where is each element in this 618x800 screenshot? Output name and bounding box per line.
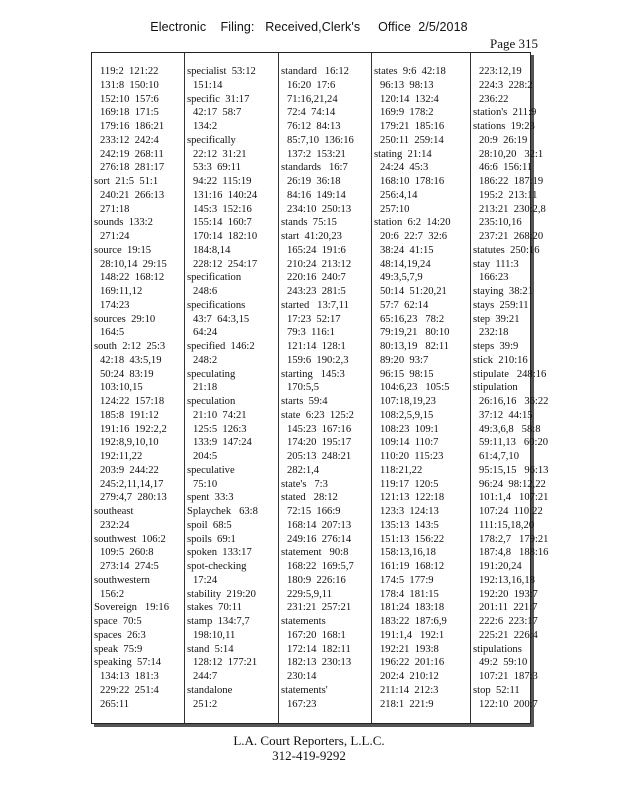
index-page-refs: 107:18,19,23 <box>380 396 436 407</box>
index-column-4 <box>371 53 470 723</box>
index-page-refs: 16:20 17:6 <box>287 79 336 91</box>
index-entry: specification <box>187 272 242 284</box>
index-page-refs: 21:18 <box>193 382 218 394</box>
index-page-refs: 170:5,5 <box>287 382 320 394</box>
index-page-refs: 168:22 169:5,7 <box>287 561 354 572</box>
index-page-refs: 273:14 274:5 <box>100 561 159 572</box>
index-entry: statements <box>281 616 326 627</box>
index-page-refs: 94:22 115:19 <box>193 176 252 187</box>
index-page-refs: 205:13 248:21 <box>287 451 352 462</box>
page-footer <box>0 733 618 763</box>
index-page-refs: 225:21 226:4 <box>479 629 538 641</box>
index-page-refs: 110:20 115:23 <box>380 451 444 462</box>
index-page-refs: 155:14 160:7 <box>193 217 252 229</box>
index-page-refs: 103:10,15 <box>100 382 143 394</box>
index-page-refs: 50:14 51:20,21 <box>380 286 447 297</box>
index-page-refs: 192:8,9,10,10 <box>100 437 159 449</box>
index-page-refs: 61:4,7,10 <box>479 451 520 462</box>
index-entry: spoils 69:1 <box>187 533 236 545</box>
index-entry: stop 52:11 <box>473 684 520 696</box>
index-page-refs: 37:12 44:15 <box>479 409 533 421</box>
index-column-5 <box>470 53 549 723</box>
index-page-refs: 235:10,16 <box>479 217 522 229</box>
index-page-refs: 248:6 <box>193 286 218 297</box>
index-page-refs: 80:13,19 82:11 <box>380 341 450 352</box>
index-column-2 <box>184 53 278 723</box>
index-page-refs: 248:2 <box>193 354 218 366</box>
index-page-refs: 84:16 149:14 <box>287 189 346 201</box>
index-page-refs: 224:3 228:2 <box>479 79 533 91</box>
index-page-refs: 133:9 147:24 <box>193 437 252 449</box>
index-page-refs: 42:18 43:5,19 <box>100 354 162 366</box>
index-page-refs: 107:24 110:22 <box>479 506 543 517</box>
index-page-refs: 271:24 <box>100 231 130 242</box>
index-entry: states 9:6 42:18 <box>374 66 446 77</box>
index-entry: standalone <box>187 684 233 696</box>
index-page-refs: 187:4,8 188:16 <box>479 547 549 559</box>
index-entry: speculation <box>187 396 236 407</box>
index-page-refs: 38:24 41:15 <box>380 244 434 256</box>
index-page-refs: 249:16 276:14 <box>287 533 352 545</box>
index-entry: standard 16:12 <box>281 66 349 77</box>
index-page-refs: 46:6 156:11 <box>479 162 533 174</box>
index-page-refs: 213:21 230:2,8 <box>479 203 546 215</box>
index-page-refs: 229:5,9,11 <box>287 588 332 600</box>
index-page-refs: 50:24 83:19 <box>100 368 154 380</box>
index-page-refs: 120:14 132:4 <box>380 93 439 105</box>
index-page-refs: 271:18 <box>100 203 130 215</box>
index-page-refs: 158:13,16,18 <box>380 547 436 559</box>
index-entry: start 41:20,23 <box>281 231 342 242</box>
index-entry: state's 7:3 <box>281 478 328 490</box>
index-entry: stating 21:14 <box>374 148 432 160</box>
index-page-refs: 161:19 168:12 <box>380 561 445 572</box>
index-page-refs: 233:12 242:4 <box>100 134 159 146</box>
index-page-refs: 169:9 178:2 <box>380 107 434 119</box>
index-entry: statutes 250:16 <box>473 244 540 256</box>
index-page-refs: 191:16 192:2,2 <box>100 423 167 435</box>
index-page-refs: 131:16 140:24 <box>193 189 258 201</box>
index-entry: speak 75:9 <box>94 643 143 655</box>
index-page-refs: 236:22 <box>479 93 509 105</box>
index-entry: starts 59:4 <box>281 396 328 407</box>
index-page-refs: 26:16,16 36:22 <box>479 396 549 407</box>
index-page-refs: 76:12 84:13 <box>287 121 341 132</box>
index-page-refs: 125:5 126:3 <box>193 423 247 435</box>
index-page-refs: 191:1,4 192:1 <box>380 629 445 641</box>
index-entry: stakes 70:11 <box>187 602 242 614</box>
index-page-refs: 169:11,12 <box>100 286 143 297</box>
index-page-refs: 211:14 212:3 <box>380 684 439 696</box>
index-page-refs: 166:23 <box>479 272 509 284</box>
index-page-refs: 124:22 157:18 <box>100 396 165 407</box>
index-page-refs: 121:13 122:18 <box>380 492 445 504</box>
index-page-refs: 108:2,5,9,15 <box>380 409 434 421</box>
index-page-refs: 64:24 <box>193 327 218 339</box>
index-page-refs: 183:22 187:6,9 <box>380 616 447 627</box>
index-page-refs: 79:3 116:1 <box>287 327 335 339</box>
index-page-refs: 131:8 150:10 <box>100 79 159 91</box>
index-page-refs: 96:24 98:12,22 <box>479 478 546 490</box>
index-entry: station 6:2 14:20 <box>374 217 451 229</box>
index-page-refs: 178:2,7 179:21 <box>479 533 549 545</box>
index-page-refs: 20:9 26:19 <box>479 134 528 146</box>
index-page-refs: 195:2 213:11 <box>479 189 538 201</box>
index-page-refs: 17:23 52:17 <box>287 313 341 325</box>
index-entry: spot-checking <box>187 561 247 572</box>
index-page-refs: 170:14 182:10 <box>193 231 258 242</box>
index-page-refs: 203:9 244:22 <box>100 464 159 476</box>
index-page-refs: 22:12 31:21 <box>193 148 247 160</box>
index-page-refs: 179:21 185:16 <box>380 121 445 132</box>
index-entry: southeast <box>94 506 134 517</box>
index-page-refs: 53:3 69:11 <box>193 162 241 174</box>
index-entry: stated 28:12 <box>281 492 338 504</box>
index-page-refs: 251:2 <box>193 698 218 710</box>
index-entry: step 39:21 <box>473 313 520 325</box>
index-page-refs: 174:20 195:17 <box>287 437 352 449</box>
index-entry: stands 75:15 <box>281 217 337 229</box>
index-page-refs: 95:15,15 96:13 <box>479 464 549 476</box>
index-entry: steps 39:9 <box>473 341 519 352</box>
index-page-refs: 181:24 183:18 <box>380 602 445 614</box>
index-page-refs: 43:7 64:3,15 <box>193 313 250 325</box>
index-page-refs: 151:14 <box>193 79 223 91</box>
index-page-refs: 156:2 <box>100 588 125 600</box>
index-entry: space 70:5 <box>94 616 142 627</box>
index-page-refs: 96:15 98:15 <box>380 368 434 380</box>
index-page-refs: 250:11 259:14 <box>380 134 444 146</box>
index-page-refs: 121:14 128:1 <box>287 341 346 352</box>
index-page-refs: 59:11,13 60:20 <box>479 437 549 449</box>
index-page-refs: 245:2,11,14,17 <box>100 478 164 490</box>
index-entry: started 13:7,11 <box>281 299 349 311</box>
index-page-refs: 228:12 254:17 <box>193 258 258 270</box>
index-page-refs: 184:8,14 <box>193 244 231 256</box>
index-page-refs: 111:15,18,20 <box>479 519 535 531</box>
index-entry: starting 145:3 <box>281 368 345 380</box>
index-entry: stability 219:20 <box>187 588 256 600</box>
index-page-refs: 174:5 177:9 <box>380 574 434 586</box>
index-entry: sources 29:10 <box>94 313 156 325</box>
index-page-refs: 123:3 124:13 <box>380 506 439 517</box>
index-page-refs: 26:19 36:18 <box>287 176 341 187</box>
page-number: Page 315 <box>489 36 538 51</box>
index-page-refs: 218:1 221:9 <box>380 698 434 710</box>
index-page-refs: 48:14,19,24 <box>380 258 431 270</box>
index-page-refs: 72:4 74:14 <box>287 107 336 119</box>
index-entry: standards 16:7 <box>281 162 348 174</box>
index-entry: speculating <box>187 368 236 380</box>
index-entry: stay 111:3 <box>473 258 519 270</box>
index-page-refs: 24:24 45:3 <box>380 162 429 174</box>
court-reporter-phone: 312-419-9292 <box>272 748 346 763</box>
index-entry: specifications <box>187 299 246 311</box>
index-page-refs: 75:10 <box>193 478 218 490</box>
index-page-refs: 119:2 121:22 <box>100 66 159 77</box>
index-entry: station's 211:9 <box>473 107 537 119</box>
index-page-refs: 108:23 109:1 <box>380 423 439 435</box>
index-page-refs: 151:13 156:22 <box>380 533 445 545</box>
index-page-refs: 101:1,4 107:21 <box>479 492 549 504</box>
index-entry: spoil 68:5 <box>187 519 232 531</box>
index-page-refs: 168:14 207:13 <box>287 519 352 531</box>
court-reporter-name: L.A. Court Reporters, L.L.C. <box>233 733 385 748</box>
index-column-1 <box>92 53 184 723</box>
index-page-refs: 256:4,14 <box>380 189 418 201</box>
index-page-refs: 89:20 93:7 <box>380 354 429 366</box>
index-entry: spent 33:3 <box>187 492 234 504</box>
index-entry: stations 19:23 <box>473 121 535 132</box>
index-page-refs: 220:16 240:7 <box>287 272 346 284</box>
index-page-refs: 85:7,10 136:16 <box>287 134 354 146</box>
index-entry: speaking 57:14 <box>94 657 162 669</box>
index-page-refs: 192:20 193:7 <box>479 588 538 600</box>
index-entry: Splaychek 63:8 <box>187 506 258 517</box>
index-page-refs: 242:19 268:11 <box>100 148 164 160</box>
index-entry: sort 21:5 51:1 <box>94 176 159 187</box>
index-entry: statement 90:8 <box>281 547 349 559</box>
index-page-refs: 137:2 153:21 <box>287 148 346 160</box>
index-entry: specified 146:2 <box>187 341 255 352</box>
index-entry: specifically <box>187 134 236 146</box>
index-page-refs: 118:21,22 <box>380 464 423 476</box>
index-page-refs: 191:20,24 <box>479 561 522 572</box>
index-page-refs: 71:16,21,24 <box>287 93 338 105</box>
index-page-refs: 244:7 <box>193 671 218 682</box>
index-page-refs: 152:10 157:6 <box>100 93 159 105</box>
index-page-refs: 237:21 268:20 <box>479 231 544 242</box>
index-entry: speculative <box>187 464 235 476</box>
index-page-refs: 128:12 177:21 <box>193 657 258 669</box>
index-page-refs: 134:13 181:3 <box>100 671 159 682</box>
index-page-refs: 192:21 193:8 <box>380 643 439 655</box>
index-page-refs: 282:1,4 <box>287 464 320 476</box>
index-page-refs: 185:8 191:12 <box>100 409 159 421</box>
index-page-refs: 279:4,7 280:13 <box>100 492 167 504</box>
index-entry: specific 31:17 <box>187 93 250 105</box>
index-entry: staying 38:21 <box>473 286 534 297</box>
index-page-refs: 204:5 <box>193 451 218 462</box>
index-page-refs: 243:23 281:5 <box>287 286 346 297</box>
index-page-refs: 134:2 <box>193 121 218 132</box>
index-column-3 <box>278 53 371 723</box>
index-page-refs: 28:10,14 29:15 <box>100 258 167 270</box>
index-page-refs: 168:10 178:16 <box>380 176 445 187</box>
index-page-refs: 229:22 251:4 <box>100 684 159 696</box>
index-page-refs: 49:3,5,7,9 <box>380 272 423 284</box>
index-page-refs: 186:22 187:19 <box>479 176 544 187</box>
index-entry: stick 210:16 <box>473 354 528 366</box>
index-page-refs: 21:10 74:21 <box>193 409 247 421</box>
index-page-refs: 119:17 120:5 <box>380 478 439 490</box>
index-page-refs: 257:10 <box>380 203 410 215</box>
index-page-refs: 223:12,19 <box>479 66 522 77</box>
index-page-refs: 276:18 281:17 <box>100 162 165 174</box>
index-page-refs: 192:11,22 <box>100 451 143 462</box>
index-page-refs: 159:6 190:2,3 <box>287 354 349 366</box>
index-page-refs: 164:5 <box>100 327 125 339</box>
index-page-refs: 174:23 <box>100 299 130 311</box>
index-page-refs: 230:14 <box>287 671 317 682</box>
index-entry: stipulate 248:16 <box>473 368 547 380</box>
index-entry: Sovereign 19:16 <box>94 602 170 614</box>
index-page-refs: 96:13 98:13 <box>380 79 434 91</box>
index-entry: source 19:15 <box>94 244 152 256</box>
index-page-refs: 145:23 167:16 <box>287 423 352 435</box>
index-page-refs: 192:13,16,18 <box>479 574 535 586</box>
index-page-refs: 232:24 <box>100 519 130 531</box>
index-page-refs: 169:18 171:5 <box>100 107 159 119</box>
index-page-refs: 109:14 110:7 <box>380 437 439 449</box>
index-entry: south 2:12 25:3 <box>94 341 166 352</box>
index-page-refs: 167:20 168:1 <box>287 629 346 641</box>
index-page-refs: 65:16,23 78:2 <box>380 313 445 325</box>
electronic-filing-stamp: Electronic Filing: Received,Clerk's Office 2/5/2018 <box>150 20 468 34</box>
index-page-refs: 122:10 200:7 <box>479 698 538 710</box>
index-page-refs: 231:21 257:21 <box>287 602 352 614</box>
index-page-refs: 107:21 187:3 <box>479 671 538 682</box>
index-page-refs: 202:4 210:12 <box>380 671 439 682</box>
index-page-refs: 42:17 58:7 <box>193 107 242 119</box>
index-page-refs: 240:21 266:13 <box>100 189 165 201</box>
index-page-refs: 17:24 <box>193 574 218 586</box>
index-page-refs: 104:6,23 105:5 <box>380 382 450 394</box>
index-page-refs: 210:24 213:12 <box>287 258 352 270</box>
index-entry: statements' <box>281 684 328 696</box>
index-page-refs: 167:23 <box>287 698 317 710</box>
index-page-refs: 232:18 <box>479 327 509 339</box>
index-entry: stand 5:14 <box>187 643 234 655</box>
index-page-refs: 222:6 223:17 <box>479 616 538 627</box>
index-page-refs: 198:10,11 <box>193 629 236 641</box>
index-page-refs: 265:11 <box>100 698 130 710</box>
index-page-refs: 201:11 221:7 <box>479 602 538 614</box>
index-page-refs: 148:22 168:12 <box>100 272 165 284</box>
index-page-refs: 234:10 250:13 <box>287 203 352 215</box>
index-page-refs: 165:24 191:6 <box>287 244 346 256</box>
index-page-refs: 20:6 22:7 32:6 <box>380 231 448 242</box>
index-page-refs: 196:22 201:16 <box>380 657 445 669</box>
index-entry: specialist 53:12 <box>187 66 256 77</box>
word-index-table <box>91 52 549 724</box>
index-page-refs: 180:9 226:16 <box>287 574 346 586</box>
index-page-refs: 178:4 181:15 <box>380 588 439 600</box>
index-entry: southwestern <box>94 574 150 586</box>
index-page-refs: 182:13 230:13 <box>287 657 352 669</box>
index-page-refs: 172:14 182:11 <box>287 643 351 655</box>
index-entry: stipulation <box>473 382 518 394</box>
index-page-refs: 72:15 166:9 <box>287 506 341 517</box>
index-entry: spoken 133:17 <box>187 547 252 559</box>
index-entry: stays 259:11 <box>473 299 529 311</box>
index-entry: stamp 134:7,7 <box>187 616 250 627</box>
index-page-refs: 79:19,21 80:10 <box>380 327 450 339</box>
index-page-refs: 135:13 143:5 <box>380 519 439 531</box>
index-page-refs: 109:5 260:8 <box>100 547 154 559</box>
index-page-refs: 145:3 152:16 <box>193 203 252 215</box>
index-page-refs: 57:7 62:14 <box>380 299 429 311</box>
index-entry: stipulations <box>473 643 522 655</box>
index-entry: sounds 133:2 <box>94 217 153 229</box>
index-page-refs: 179:16 186:21 <box>100 121 165 132</box>
index-entry: spaces 26:3 <box>94 629 146 641</box>
index-page-refs: 49:3,6,8 58:8 <box>479 423 541 435</box>
index-entry: southwest 106:2 <box>94 533 166 545</box>
index-entry: state 6:23 125:2 <box>281 409 354 421</box>
index-page-refs: 28:10,20 32:1 <box>479 148 544 160</box>
index-page-refs: 49:2 59:10 <box>479 657 528 669</box>
